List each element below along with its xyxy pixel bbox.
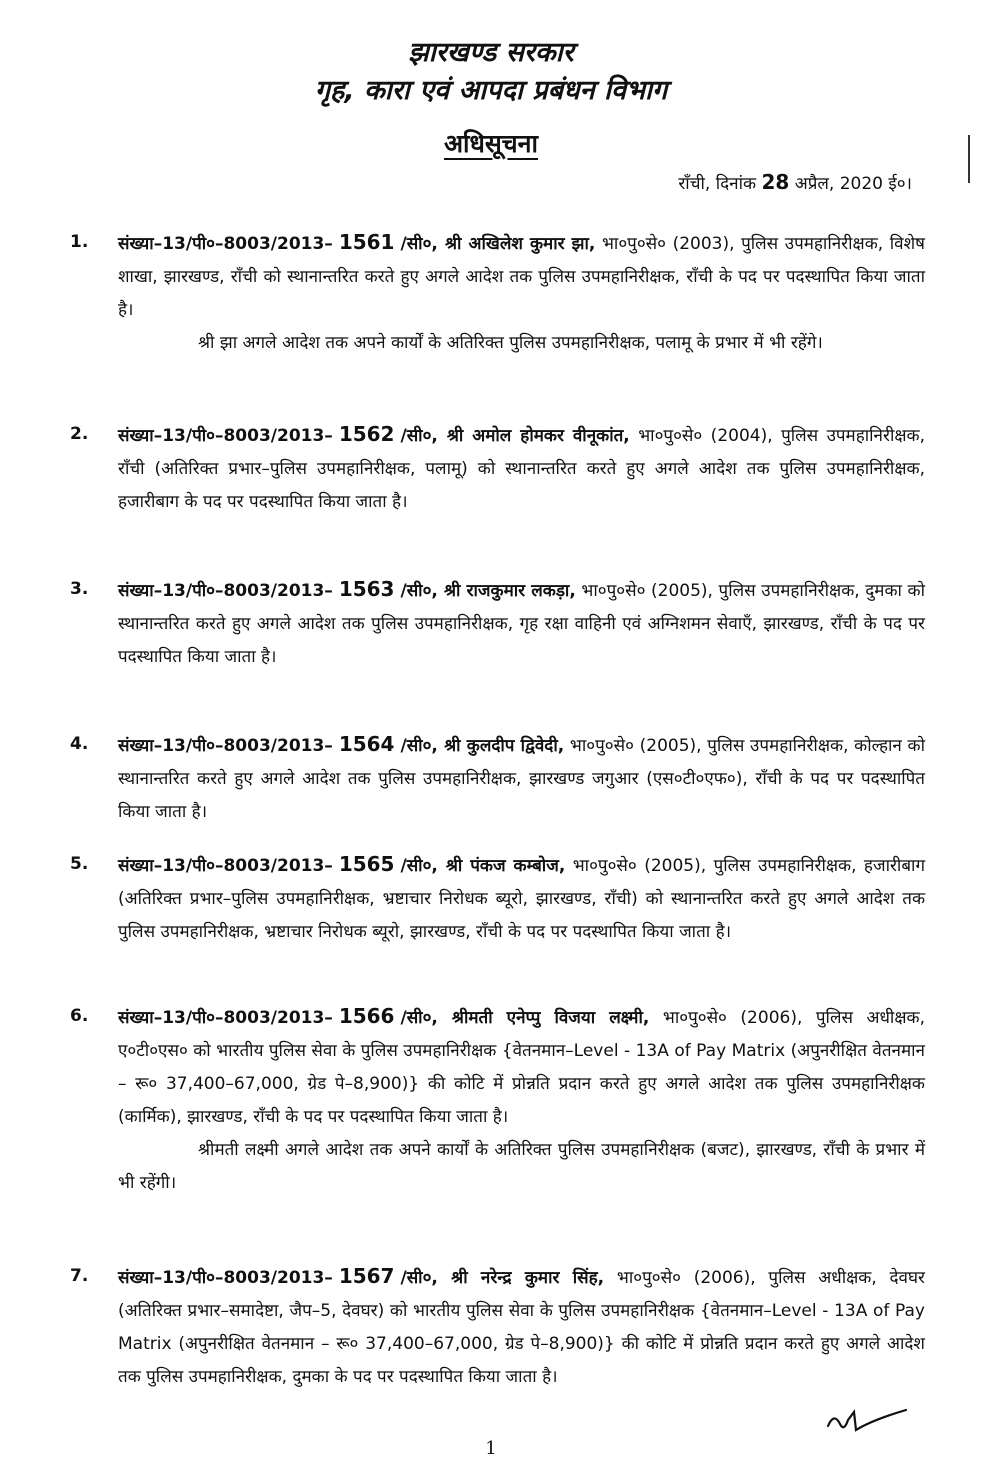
item-number: 3. (70, 579, 89, 599)
date-day: 28 (761, 170, 790, 194)
order-text: भा०पु०से० (2003), पुलिस उपमहानिरीक्षक, विशेष शाखा, झारखण्ड, राँची को स्थानान्तरित करते हुए अगले आदेश तक पुलिस उपमहानिरीक्षक, राँची के पद पर पदस्थापित किया जाता है। (118, 234, 925, 320)
notification-title: अधिसूचना (443, 129, 539, 158)
order-item (70, 226, 925, 360)
date-suffix: अप्रैल, 2020 ई०। (794, 174, 912, 194)
ref-suffix: /सी०, श्री नरेन्द्र कुमार सिंह, (400, 1268, 605, 1288)
order-text: भा०पु०से० (2005), पुलिस उपमहानिरीक्षक, हजारीबाग (अतिरिक्त प्रभार–पुलिस उपमहानिरीक्षक, भ्रष्टाचार निरोधक ब्यूरो, झारखण्ड, राँची) को स्थानान्तरित करते हुए अगले आदेश तक पुलिस उपमहानिरीक्षक, भ्रष्टाचार निरोधक ब्यूरो, झारखण्ड, राँची के पद पर पदस्थापित किया जाता है। (118, 856, 926, 942)
ref-suffix: /सी०, श्री अखिलेश कुमार झा, (400, 234, 596, 254)
doc-number: 1561 (338, 230, 395, 254)
doc-number: 1563 (338, 577, 395, 601)
ref-suffix: /सी०, श्री पंकज कम्बोज, (400, 856, 566, 876)
order-text: भा०पु०से० (2006), पुलिस अधीक्षक, ए०टी०एस० को भारतीय पुलिस सेवा के पुलिस उपमहानिरीक्षक {वेतनमान–Level - 13A of Pay Matrix (अपुनरीक्षित वेतनमान – रू० 37,400–67,000, ग्रेड पे–8,900)} की कोटि में प्रोन्नति प्रदान करते हुए अगले आदेश तक पुलिस उपमहानिरीक्षक (कार्मिक), झारखण्ड, राँची के पद पर पदस्थापित किया जाता है। (118, 1008, 925, 1127)
doc-number: 1562 (338, 422, 395, 446)
order-item (70, 418, 925, 519)
ref-suffix: /सी०, श्री राजकुमार लकड़ा, (400, 581, 576, 601)
order-text: भा०पु०से० (2006), पुलिस अधीक्षक, देवघर (अतिरिक्त प्रभार–समादेष्टा, जैप–5, देवघर) को भारतीय पुलिस सेवा के पुलिस उपमहानिरीक्षक {वेतनमान–Level - 13A of Pay Matrix (अपुनरीक्षित वेतनमान – रू० 37,400–67,000, ग्रेड पे–8,900)} की कोटि में प्रोन्नति प्रदान करते हुए अगले आदेश तक पुलिस उपमहानिरीक्षक, दुमका के पद पर पदस्थापित किया जाता है। (118, 1268, 926, 1387)
dateline (678, 170, 912, 194)
ref-suffix: /सी०, श्री कुलदीप द्विवेदी, (400, 736, 565, 756)
signature-initials (820, 1398, 910, 1443)
order-item (70, 573, 925, 674)
doc-number: 1567 (338, 1264, 395, 1288)
order-text: भा०पु०से० (2005), पुलिस उपमहानिरीक्षक, दुमका को स्थानान्तरित करते हुए अगले आदेश तक पुलिस उपमहानिरीक्षक, गृह रक्षा वाहिनी एवं अग्निशमन सेवाएँ, झारखण्ड, राँची के पद पर पदस्थापित किया जाता है। (118, 581, 925, 667)
item-number: 1. (70, 232, 89, 252)
ref: संख्या–13/पी०–8003/2013– (118, 234, 333, 254)
ref: संख्या–13/पी०–8003/2013– (118, 581, 333, 601)
govt-name: झारखण्ड सरकार (408, 37, 574, 68)
item-number: 5. (70, 854, 89, 874)
order-item (70, 1260, 925, 1394)
date-prefix: राँची, दिनांक (678, 174, 757, 194)
doc-number: 1564 (338, 732, 395, 756)
order-subtext: श्रीमती लक्ष्मी अगले आदेश तक अपने कार्यों के अतिरिक्त पुलिस उपमहानिरीक्षक (बजट), झारखण्ड, राँची के प्रभार में भी रहेंगी। (118, 1140, 925, 1193)
item-number: 2. (70, 424, 89, 444)
doc-number: 1565 (338, 852, 395, 876)
order-item (70, 848, 925, 949)
item-number: 7. (70, 1266, 89, 1286)
order-text: भा०पु०से० (2004), पुलिस उपमहानिरीक्षक, राँची (अतिरिक्त प्रभार–पुलिस उपमहानिरीक्षक, पलामू) को स्थानान्तरित करते हुए अगले आदेश तक पुलिस उपमहानिरीक्षक, हजारीबाग के पद पर पदस्थापित किया जाता है। (118, 426, 926, 512)
page-number: 1 (485, 1438, 497, 1459)
ref-suffix: /सी०, श्री अमोल होमकर वीनूकांत, (400, 426, 630, 446)
ref: संख्या–13/पी०–8003/2013– (118, 426, 333, 446)
department-name: गृह, कारा एवं आपदा प्रबंधन विभाग (314, 75, 668, 106)
order-text: भा०पु०से० (2005), पुलिस उपमहानिरीक्षक, कोल्हान को स्थानान्तरित करते हुए अगले आदेश तक पुलिस उपमहानिरीक्षक, झारखण्ड जगुआर (एस०टी०एफ०), राँची के पद पर पदस्थापित किया जाता है। (118, 736, 925, 822)
ref-suffix: /सी०, श्रीमती एनेप्पु विजया लक्ष्मी, (400, 1008, 650, 1028)
ref: संख्या–13/पी०–8003/2013– (118, 736, 333, 756)
ref: संख्या–13/पी०–8003/2013– (118, 856, 333, 876)
doc-number: 1566 (338, 1004, 395, 1028)
order-subtext: श्री झा अगले आदेश तक अपने कार्यों के अतिरिक्त पुलिस उपमहानिरीक्षक, पलामू के प्रभार में भी रहेंगे। (198, 333, 823, 353)
ref: संख्या–13/पी०–8003/2013– (118, 1268, 333, 1288)
item-number: 4. (70, 734, 89, 754)
order-item (70, 728, 925, 829)
ref: संख्या–13/पी०–8003/2013– (118, 1008, 333, 1028)
order-item (70, 1000, 925, 1200)
item-number: 6. (70, 1006, 89, 1026)
scan-edge-line (968, 135, 970, 183)
